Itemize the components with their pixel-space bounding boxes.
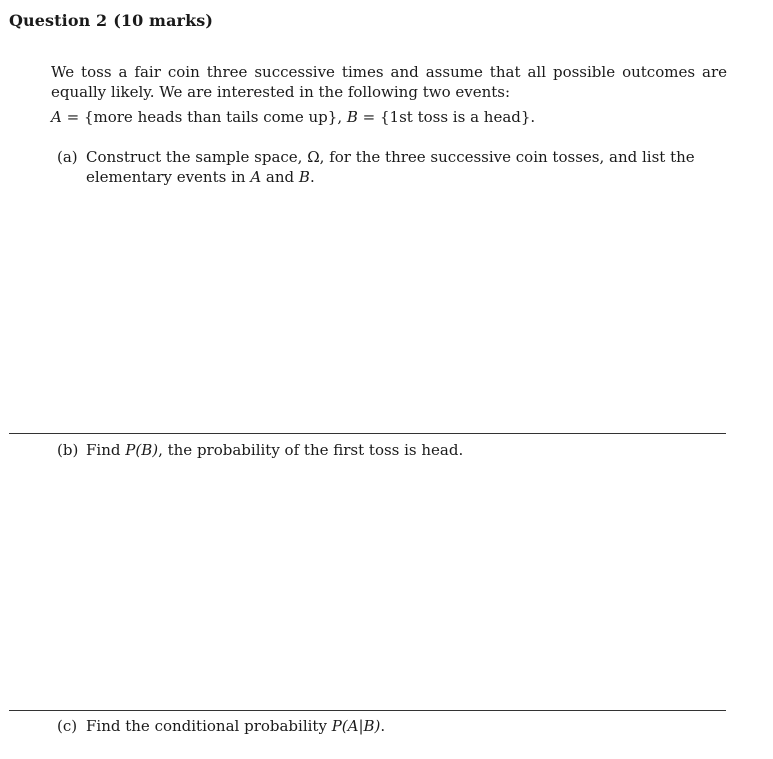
event-b-symbol: B xyxy=(346,108,358,126)
part-a-text-3: . xyxy=(309,168,315,186)
event-definitions xyxy=(51,108,535,126)
question-intro: We toss a fair coin three successive times and assume that all possible outcomes are equally likely. We are interested in the following two events: xyxy=(51,63,727,101)
event-b-definition: {1st toss is a head} xyxy=(380,108,531,126)
part-c xyxy=(57,716,727,736)
part-c-text-2: . xyxy=(380,717,386,735)
answer-divider-2 xyxy=(9,710,726,711)
part-a-text-2: and xyxy=(261,168,299,186)
part-c-expression: P(A|B) xyxy=(331,717,381,735)
period: . xyxy=(530,108,536,126)
part-a xyxy=(57,147,727,187)
question-title: Question 2 xyxy=(9,11,108,30)
part-b-text-1: Find xyxy=(86,441,126,459)
part-b-label: (b) xyxy=(57,441,79,459)
part-a-var-b: B xyxy=(298,168,310,186)
part-c-text-1: Find the conditional probability xyxy=(86,717,332,735)
part-a-text-1: Construct the sample space, Ω, for the three successive coin tosses, and list the elementary events in xyxy=(86,148,695,186)
event-a-symbol: A xyxy=(51,108,62,126)
separator: , xyxy=(337,108,347,126)
question-marks: (10 marks) xyxy=(113,11,214,30)
part-b-text-2: , the probability of the first toss is head. xyxy=(158,441,464,459)
part-c-label: (c) xyxy=(57,717,78,735)
equals-sign: = xyxy=(61,108,84,126)
part-b-text xyxy=(86,440,727,460)
event-a-definition: {more heads than tails come up} xyxy=(83,108,338,126)
part-a-text xyxy=(86,147,727,187)
part-b xyxy=(57,440,727,460)
answer-divider-1 xyxy=(9,433,726,434)
part-a-label: (a) xyxy=(57,148,78,166)
equals-sign: = xyxy=(357,108,380,126)
part-a-var-a: A xyxy=(250,168,262,186)
part-b-expression: P(B) xyxy=(125,441,159,459)
question-heading xyxy=(9,11,213,30)
part-c-text xyxy=(86,716,727,736)
